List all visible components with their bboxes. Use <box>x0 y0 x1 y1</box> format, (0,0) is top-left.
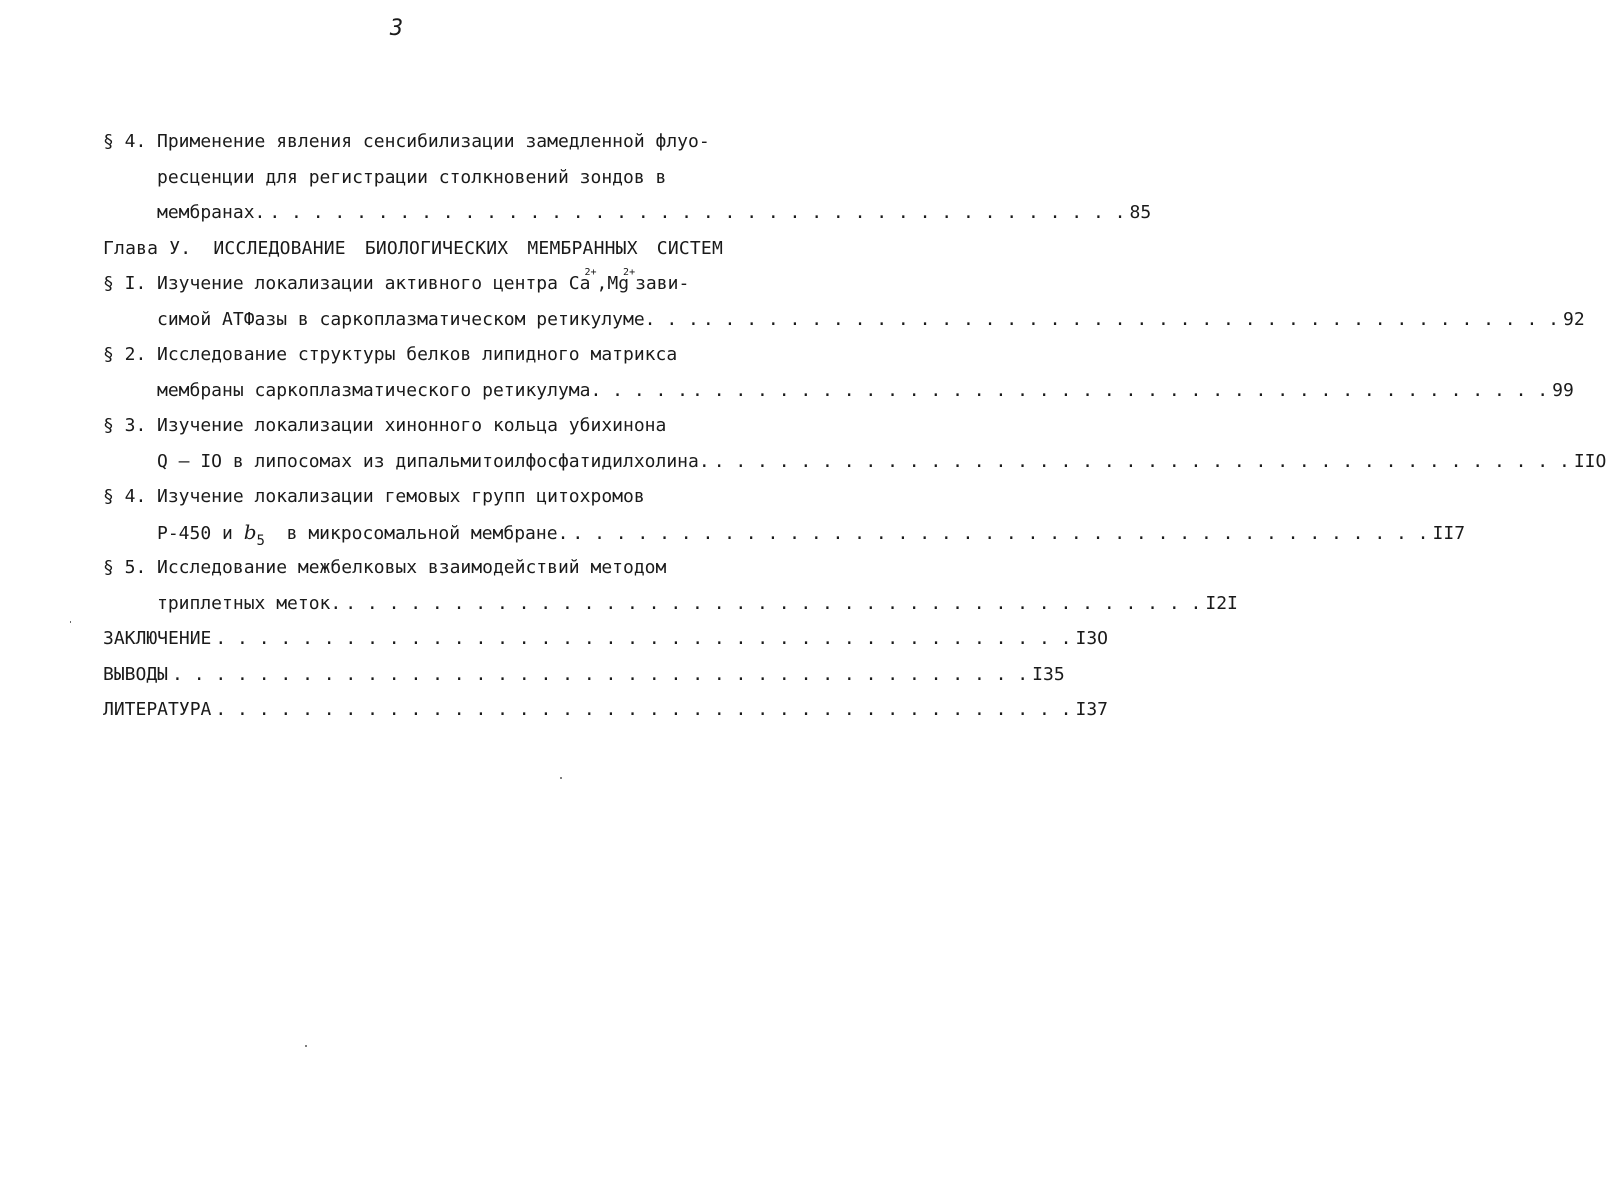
cytochrome-b-letter: b <box>243 519 257 544</box>
section-number: § 5. <box>103 557 147 578</box>
toc-entry-line <box>103 479 751 515</box>
section-title-cont <box>157 515 568 554</box>
page-ref: 92 <box>1562 308 1585 330</box>
toc-entry-line <box>103 408 751 444</box>
section-title: Изучение локализации гемовых групп цитохромов <box>157 486 645 507</box>
dot-leader: . . . . . . . . . . . . . . . . . . . . . . . . . . . . . . . . . . . . . . . . <box>572 522 1429 544</box>
section-title-cont: ресценции для регистрации столкновений зондов в <box>157 166 667 188</box>
page-ref: I35 <box>1032 663 1065 685</box>
section-title-cont: триплетных меток. <box>157 592 342 614</box>
page-ref: I2I <box>1205 592 1238 614</box>
toc-entry-line <box>103 337 751 373</box>
section-title-end: в микросомальной мембране. <box>286 522 569 544</box>
toc-entry-line <box>103 373 1574 409</box>
section-title-cont: симой АТФазы в саркоплазматическом ретикулуме. . . <box>157 308 699 330</box>
cytochrome-p450: Р-450 и <box>157 522 233 544</box>
toc-entry-line <box>103 550 751 586</box>
dot-leader: . . . . . . . . . . . . . . . . . . . . . . . . . . . . . . . . . . . . . . . . <box>269 202 1126 223</box>
toc-entry-line <box>103 657 1065 693</box>
toc-entry-line <box>103 302 1585 338</box>
section-title-cont: мембраны саркоплазматического ретикулума. . . . . <box>157 379 689 401</box>
findings-label: ВЫВОДЫ <box>103 663 169 685</box>
chapter-heading <box>103 231 751 267</box>
dot-leader: . . . . . . . . . . . . . . . . . . . . . . . . . . . . . . . . . . . . . . . . <box>172 663 1029 685</box>
references-label: ЛИТЕРАТУРА <box>103 699 212 720</box>
scan-speck <box>70 621 71 623</box>
scan-speck <box>305 1045 307 1047</box>
page-ref: 85 <box>1129 202 1152 223</box>
toc-entry-line <box>103 692 1109 728</box>
scan-speck <box>560 777 562 779</box>
section-title-cont: мембранах. <box>157 202 266 223</box>
toc-entry-line <box>103 160 751 196</box>
page-ref: I37 <box>1075 699 1109 720</box>
section-number: § I. <box>103 273 147 294</box>
dot-leader: . . . . . . . . . . . . . . . . . . . . . . . . . . . . . . . . . . . . . . . . <box>215 628 1072 649</box>
section-number: § 2. <box>103 344 147 365</box>
section-title-end: зави- <box>635 273 690 294</box>
toc-entry-line <box>103 586 1238 622</box>
superscript-charge: 2+ <box>623 267 636 278</box>
section-number: § 4. <box>103 131 147 152</box>
toc-entry-line <box>103 195 1152 231</box>
toc-entry-line <box>103 124 751 160</box>
section-title: Исследование структуры белков липидного матрикса <box>157 344 678 365</box>
section-title: Изучение локализации хинонного кольца убихинона <box>157 415 667 436</box>
section-title-cont: Q – IO в липосомах из дипальмитоилфосфатидилхолина. <box>157 450 710 472</box>
dot-leader: . . . . . . . . . . . . . . . . . . . . . . . . . . . . . . . . . . . . . . . . <box>692 379 1549 401</box>
dot-leader: . . . . . . . . . . . . . . . . . . . . . . . . . . . . . . . . . . . . . . . . <box>215 699 1072 720</box>
dot-leader: . . . . . . . . . . . . . . . . . . . . . . . . . . . . . . . . . . . . . . . . <box>702 308 1559 330</box>
section-title-ion: ,Mg <box>596 273 630 294</box>
toc-entry-line <box>103 444 1606 480</box>
section-number: § 3. <box>103 415 147 436</box>
toc-entry-line <box>103 621 1109 657</box>
section-title: Применение явления сенсибилизации замедленной флуо- <box>157 131 710 152</box>
page-ref: 99 <box>1552 379 1574 401</box>
dot-leader: . . . . . . . . . . . . . . . . . . . . . . . . . . . . . . . . . . . . . . . . <box>713 450 1570 472</box>
page-ref: II7 <box>1432 522 1466 544</box>
section-title: Исследование межбелковых взаимодействий методом <box>157 557 667 578</box>
table-of-contents <box>103 124 1606 728</box>
chapter-title: ИССЛЕДОВАНИЕ БИОЛОГИЧЕСКИХ МЕМБРАННЫХ СИСТЕМ <box>213 237 723 259</box>
toc-entry-line <box>103 266 751 302</box>
dot-leader: . . . . . . . . . . . . . . . . . . . . . . . . . . . . . . . . . . . . . . . . <box>345 592 1202 614</box>
section-title: Изучение локализации активного центра Ca <box>157 273 591 294</box>
conclusion-label: ЗАКЛЮЧЕНИЕ <box>103 628 212 649</box>
toc-entry-line <box>103 515 1466 551</box>
chapter-label: Глава У. <box>103 237 192 259</box>
section-number: § 4. <box>103 486 147 507</box>
page-ref: IIO <box>1573 450 1606 472</box>
page-ref: I3O <box>1075 628 1109 649</box>
page-number: 3 <box>389 16 404 41</box>
superscript-charge: 2+ <box>584 267 597 278</box>
subscript-5: 5 <box>256 532 265 549</box>
